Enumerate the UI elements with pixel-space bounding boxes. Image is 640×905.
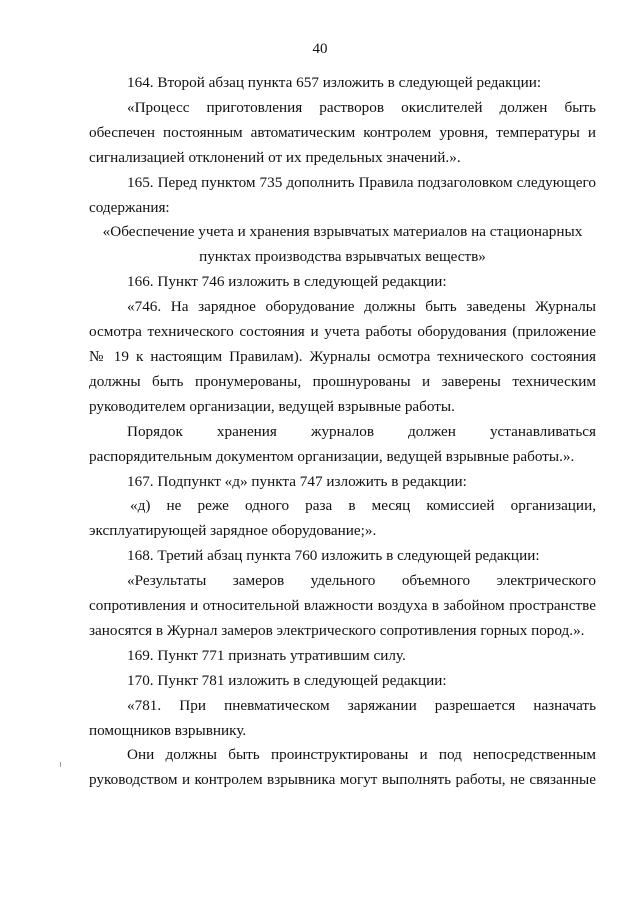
page-number: 40 — [312, 41, 328, 57]
paragraph-item-168: 168. Третий абзац пункта 760 изложить в следующей редакции: — [127, 547, 540, 565]
paragraph-subheading-quote: «Обеспечение учета и хранения взрывчатых материалов на стационарных пунктах производства взрывчатых веществ» — [102, 223, 583, 266]
document-body — [89, 71, 596, 793]
paragraph-quote-760: «Результаты замеров удельного объемного электрического сопротивления и относительной влажности воздуха в забойном пространстве заносятся в Журнал замеров электрического сопротивления горных пород.». — [89, 572, 596, 639]
paragraph-item-167: 167. Подпункт «д» пункта 747 изложить в редакции: — [127, 472, 467, 490]
paragraph-item-165: 165. Перед пунктом 735 дополнить Правила подзаголовком следующего содержания: — [89, 173, 596, 216]
paragraph-quote-657: «Процесс приготовления растворов окислителей должен быть обеспечен постоянным автоматическим контролем уровня, температуры и сигнализацией отклонений от их предельных значений.». — [89, 98, 596, 166]
paragraph-journal-order: Порядок хранения журналов должен устанавливаться распорядительным документом организации, ведущей взрывные работы.». — [89, 422, 596, 465]
paragraph-quote-747: «д) не реже одного раза в месяц комиссией организации, эксплуатирующей зарядное оборудование;». — [89, 497, 596, 540]
paragraph-assistants: Они должны быть проинструктированы и под непосредственным руководством и контролем взрывника могут выполнять работы, не связанные — [89, 746, 596, 789]
paragraph-quote-746: «746. На зарядное оборудование должны быть заведены Журналы осмотра технического состояния и учета работы оборудования (приложение № 19 к настоящим Правилам). Журналы осмотра технического состояния должны быть пронумерованы, прошнурованы и заверены техническим руководителем организации, ведущей взрывные работы. — [89, 298, 596, 415]
paragraph-item-170: 170. Пункт 781 изложить в следующей редакции: — [127, 671, 447, 689]
paragraph-item-166: 166. Пункт 746 изложить в следующей редакции: — [127, 273, 447, 291]
paragraph-quote-781: «781. При пневматическом заряжании разрешается назначать помощников взрывнику. — [89, 696, 596, 739]
paragraph-item-169: 169. Пункт 771 признать утратившим силу. — [127, 646, 406, 664]
paragraph-item-164: 164. Второй абзац пункта 657 изложить в следующей редакции: — [127, 74, 542, 91]
scan-mark — [60, 762, 61, 767]
